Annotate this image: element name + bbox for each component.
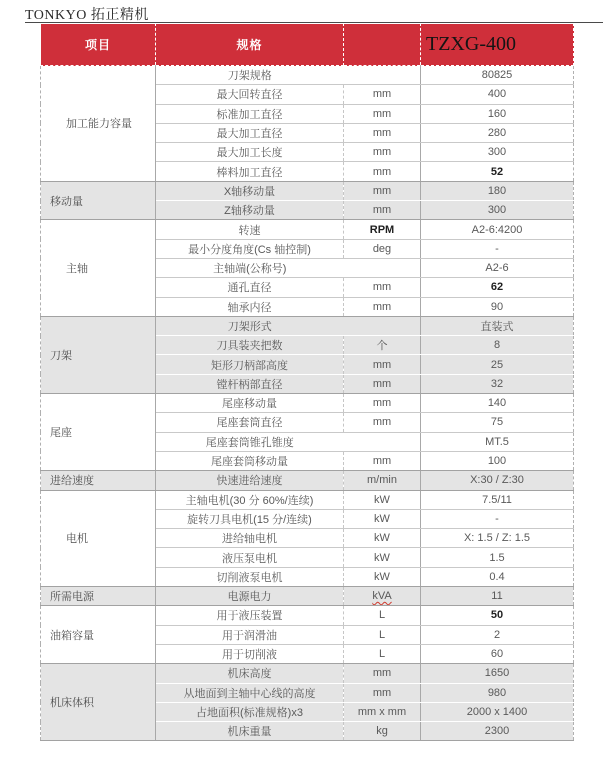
table-row <box>41 394 574 413</box>
value-cell: 2300 <box>421 722 574 741</box>
spec-label-cell: 进给轴电机 <box>156 529 344 548</box>
unit-cell: kVA <box>344 587 421 606</box>
table-row <box>41 316 574 335</box>
spec-label-cell: Z轴移动量 <box>156 201 344 220</box>
spec-label-cell: 电源电力 <box>156 587 344 606</box>
value-cell: 180 <box>421 181 574 200</box>
header-item-cell: 项目 <box>41 24 156 66</box>
value-cell: 11 <box>421 587 574 606</box>
spec-label-cell: 尾座移动量 <box>156 394 344 413</box>
value-cell: 140 <box>421 394 574 413</box>
unit-cell: mm <box>344 123 421 142</box>
spec-label-cell: 旋转刀具电机(15 分/连续) <box>156 509 344 528</box>
unit-cell <box>344 316 421 335</box>
spec-label-cell: 占地面积(标准规格)x3 <box>156 702 344 721</box>
unit-cell <box>344 258 421 277</box>
value-cell: 75 <box>421 413 574 432</box>
table-row <box>41 66 574 85</box>
value-cell: 52 <box>421 162 574 181</box>
table-row <box>41 181 574 200</box>
value-cell: 90 <box>421 297 574 316</box>
category-cell: 加工能力容量 <box>41 66 156 182</box>
unit-cell: mm <box>344 683 421 702</box>
value-cell: - <box>421 509 574 528</box>
unit-cell: mm <box>344 394 421 413</box>
unit-cell: mm <box>344 85 421 104</box>
value-cell: 2 <box>421 625 574 644</box>
value-cell: 280 <box>421 123 574 142</box>
value-cell: 2000 x 1400 <box>421 702 574 721</box>
unit-cell: mm <box>344 181 421 200</box>
table-row <box>41 664 574 683</box>
unit-cell <box>344 432 421 451</box>
table-row <box>41 471 574 490</box>
spec-label-cell: 尾座套筒锥孔锥度 <box>156 432 344 451</box>
unit-cell: mm <box>344 355 421 374</box>
value-cell: 300 <box>421 201 574 220</box>
unit-cell: mm <box>344 664 421 683</box>
value-cell: 50 <box>421 606 574 625</box>
unit-cell: kg <box>344 722 421 741</box>
spec-table-body <box>41 66 574 741</box>
spec-label-cell: 刀架形式 <box>156 316 344 335</box>
spec-label-cell: 棒料加工直径 <box>156 162 344 181</box>
unit-cell: kW <box>344 529 421 548</box>
unit-cell: kW <box>344 567 421 586</box>
unit-cell: mm <box>344 143 421 162</box>
spec-label-cell: 液压泵电机 <box>156 548 344 567</box>
table-header-row <box>41 24 574 66</box>
unit-cell: kW <box>344 509 421 528</box>
unit-cell: mm <box>344 297 421 316</box>
spec-label-cell: 镗杆柄部直径 <box>156 374 344 393</box>
category-cell: 尾座 <box>41 394 156 471</box>
header-model-cell: TZXG-400 <box>421 24 574 66</box>
spec-label-cell: 轴承内径 <box>156 297 344 316</box>
table-row <box>41 490 574 509</box>
value-cell: 60 <box>421 644 574 663</box>
value-cell: 100 <box>421 451 574 470</box>
unit-cell: mm <box>344 104 421 123</box>
unit-cell: deg <box>344 239 421 258</box>
spec-label-cell: 最大回转直径 <box>156 85 344 104</box>
unit-cell: mm <box>344 413 421 432</box>
unit-cell: kW <box>344 548 421 567</box>
unit-cell: mm <box>344 278 421 297</box>
value-cell: A2-6 <box>421 258 574 277</box>
unit-cell: kW <box>344 490 421 509</box>
unit-cell: mm <box>344 451 421 470</box>
spec-label-cell: 通孔直径 <box>156 278 344 297</box>
value-cell: 7.5/11 <box>421 490 574 509</box>
spec-label-cell: 刀架规格 <box>156 66 344 85</box>
value-cell: 400 <box>421 85 574 104</box>
value-cell: 300 <box>421 143 574 162</box>
spec-label-cell: 机床重量 <box>156 722 344 741</box>
spec-label-cell: X轴移动量 <box>156 181 344 200</box>
spec-label-cell: 最大加工长度 <box>156 143 344 162</box>
table-row <box>41 220 574 239</box>
spec-label-cell: 从地面到主轴中心线的高度 <box>156 683 344 702</box>
value-cell: 980 <box>421 683 574 702</box>
unit-cell <box>344 66 421 85</box>
spec-label-cell: 尾座套筒直径 <box>156 413 344 432</box>
spec-label-cell: 最大加工直径 <box>156 123 344 142</box>
category-cell: 机床体积 <box>41 664 156 741</box>
value-cell: 0.4 <box>421 567 574 586</box>
unit-cell: m/min <box>344 471 421 490</box>
value-cell: 1650 <box>421 664 574 683</box>
page-title: TONKYO 拓正精机 <box>25 8 149 23</box>
spec-label-cell: 用于润滑油 <box>156 625 344 644</box>
value-cell: 80825 <box>421 66 574 85</box>
table-row <box>41 606 574 625</box>
value-cell: 62 <box>421 278 574 297</box>
spec-label-cell: 用于液压装置 <box>156 606 344 625</box>
spec-label-cell: 矩形刀柄部高度 <box>156 355 344 374</box>
value-cell: 32 <box>421 374 574 393</box>
spec-label-cell: 机床高度 <box>156 664 344 683</box>
unit-cell: L <box>344 625 421 644</box>
header-spec-cell: 规格 <box>156 24 344 66</box>
header-empty-cell <box>344 24 421 66</box>
unit-cell: mm <box>344 201 421 220</box>
category-cell: 油箱容量 <box>41 606 156 664</box>
value-cell: X:30 / Z:30 <box>421 471 574 490</box>
category-cell: 移动量 <box>41 181 156 220</box>
unit-cell: L <box>344 644 421 663</box>
unit-cell: mm <box>344 374 421 393</box>
category-cell: 主轴 <box>41 220 156 316</box>
unit-cell: RPM <box>344 220 421 239</box>
table-row <box>41 587 574 606</box>
unit-cell: mm x mm <box>344 702 421 721</box>
category-cell: 进给速度 <box>41 471 156 490</box>
spec-label-cell: 快速进给速度 <box>156 471 344 490</box>
spec-label-cell: 主轴电机(30 分 60%/连续) <box>156 490 344 509</box>
value-cell: 160 <box>421 104 574 123</box>
value-cell: X: 1.5 / Z: 1.5 <box>421 529 574 548</box>
category-cell: 所需电源 <box>41 587 156 606</box>
value-cell: MT.5 <box>421 432 574 451</box>
value-cell: 直装式 <box>421 316 574 335</box>
spec-label-cell: 切削液泵电机 <box>156 567 344 586</box>
spec-label-cell: 转速 <box>156 220 344 239</box>
spec-label-cell: 尾座套筒移动量 <box>156 451 344 470</box>
category-cell: 刀架 <box>41 316 156 393</box>
value-cell: - <box>421 239 574 258</box>
spec-label-cell: 最小分度角度(Cs 轴控制) <box>156 239 344 258</box>
spec-label-cell: 标准加工直径 <box>156 104 344 123</box>
value-cell: 8 <box>421 336 574 355</box>
unit-cell: L <box>344 606 421 625</box>
value-cell: A2-6:4200 <box>421 220 574 239</box>
value-cell: 25 <box>421 355 574 374</box>
value-cell: 1.5 <box>421 548 574 567</box>
spec-label-cell: 用于切削液 <box>156 644 344 663</box>
spec-label-cell: 主轴端(公称号) <box>156 258 344 277</box>
category-cell: 电机 <box>41 490 156 586</box>
spec-table <box>40 23 574 741</box>
unit-cell: mm <box>344 162 421 181</box>
spec-label-cell: 刀具装夹把数 <box>156 336 344 355</box>
unit-cell: 个 <box>344 336 421 355</box>
